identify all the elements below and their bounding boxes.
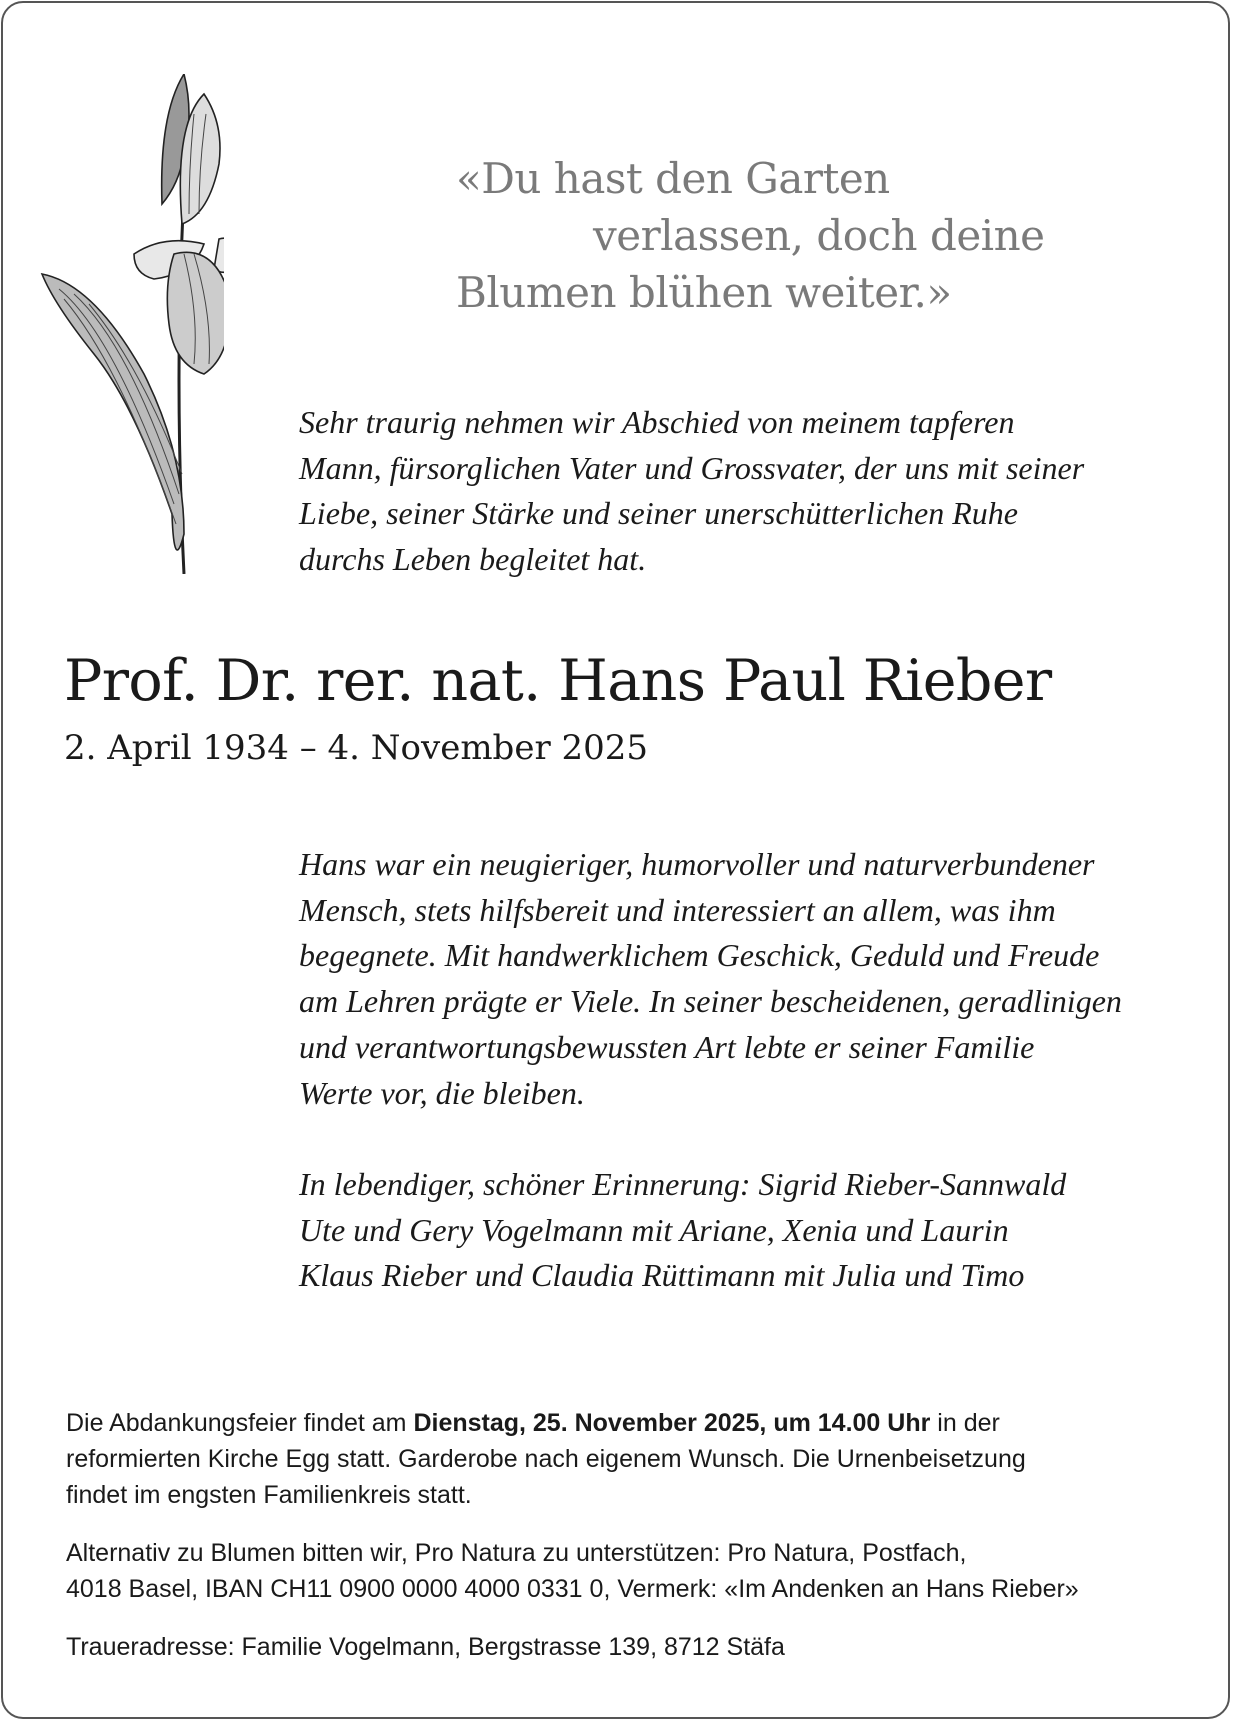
intro-text	[299, 400, 1084, 583]
orchid-illustration	[34, 74, 224, 574]
life-dates: 2. April 1934 – 4. November 2025	[64, 728, 649, 768]
intro-line: Mann, fürsorglichen Vater und Grossvater, der uns mit seiner	[299, 449, 1085, 486]
quote-line: verlassen, doch deine	[593, 211, 1045, 260]
ceremony-info	[66, 1405, 1079, 1513]
deceased-name: Prof. Dr. rer. nat. Hans Paul Rieber	[64, 648, 1052, 714]
mourner-line: In lebendiger, schöner Erinnerung: Sigrid Rieber-Sannwald	[299, 1165, 1067, 1202]
mourner-line: Ute und Gery Vogelmann mit Ariane, Xenia und Laurin	[299, 1211, 1009, 1248]
mourning-address: Traueradresse: Familie Vogelmann, Bergstrasse 139, 8712 Stäfa	[66, 1633, 785, 1661]
donation-text: 4018 Basel, IBAN CH11 0900 0000 4000 0331 0, Vermerk: «Im Andenken an Hans Rieber»	[66, 1575, 1079, 1603]
tribute-section	[299, 842, 1122, 1345]
ceremony-text: findet im engsten Familienkreis statt.	[66, 1481, 472, 1509]
ceremony-text: reformierten Kirche Egg statt. Garderobe nach eigenem Wunsch. Die Urnenbeisetzung	[66, 1445, 1026, 1473]
intro-line: Sehr traurig nehmen wir Abschied von meinem tapferen	[299, 404, 1015, 440]
donation-info	[66, 1535, 1079, 1607]
donation-text: Alternativ zu Blumen bitten wir, Pro Natura zu unterstützen: Pro Natura, Postfach,	[66, 1539, 967, 1567]
quote-line: «Du hast den Garten	[456, 154, 890, 203]
tribute-line: am Lehren prägte er Viele. In seiner bescheidenen, geradlinigen	[299, 983, 1122, 1020]
ceremony-date: Dienstag, 25. November 2025, um 14.00 Uhr	[413, 1409, 931, 1437]
mourner-line: Klaus Rieber und Claudia Rüttimann mit Julia und Timo	[299, 1257, 1025, 1294]
tribute-line: und verantwortungsbewussten Art lebte er seiner Familie	[299, 1028, 1035, 1065]
tribute-line: Mensch, stets hilfsbereit und interessiert an allem, was ihm	[299, 891, 1056, 928]
tribute-line: Werte vor, die bleiben.	[299, 1074, 585, 1111]
footer-info	[66, 1405, 1079, 1687]
tribute-line: Hans war ein neugieriger, humorvoller und naturverbundener	[299, 846, 1095, 882]
tribute-text	[299, 842, 1122, 1116]
ceremony-text: Die Abdankungsfeier findet am	[66, 1409, 414, 1437]
ceremony-text: in der	[930, 1409, 1000, 1437]
tribute-line: begegnete. Mit handwerklichem Geschick, Geduld und Freude	[299, 937, 1100, 974]
memorial-quote	[456, 150, 1045, 321]
intro-line: Liebe, seiner Stärke und seiner unerschütterlichen Ruhe	[299, 495, 1018, 532]
quote-line: Blumen blühen weiter.»	[456, 268, 952, 317]
mourners-list	[299, 1162, 1122, 1299]
intro-line: durchs Leben begleitet hat.	[299, 541, 647, 578]
